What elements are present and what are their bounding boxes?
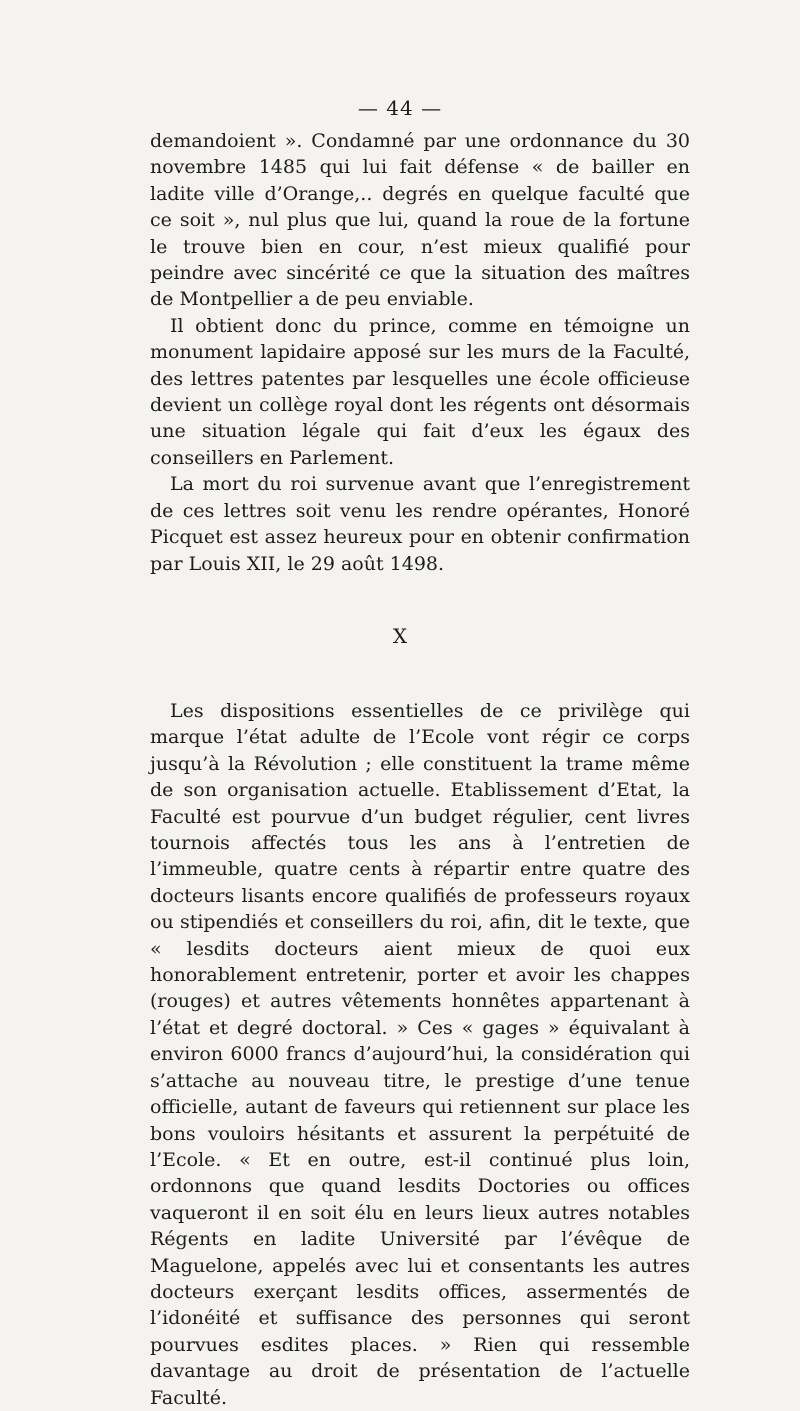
text-block-after-section	[150, 698, 690, 1411]
section-heading: X	[392, 624, 408, 648]
page-number: — 44 —	[357, 96, 443, 120]
paragraph-1: demandoient ». Condamné par une ordonnance du 30 novembre 1485 qui lui fait défense « de bailler en ladite ville d’Orange,.. degrés en quelque faculté que ce soit », nul plus que lui, quand la roue de la fortune le trouve bien en cour, n’est mieux qualifié pour peindre avec sincérité ce que la situation des maîtres de Montpellier a de peu enviable.	[150, 130, 690, 311]
paragraph-2: Il obtient donc du prince, comme en témoigne un monument lapidaire apposé sur les murs de la Faculté, des lettres patentes par lesquelles une école officieuse devient un collège royal dont les régents ont désormais une situation légale qui fait d’eux les égaux des conseillers en Parlement.	[150, 314, 690, 469]
paragraph-4: Les dispositions essentielles de ce privilège qui marque l’état adulte de l’Ecole vont régir ce corps jusqu’à la Révolution ; elle constituent la trame même de son organisation actuelle. Etablissement d’Etat, la Faculté est pourvue d’un budget régulier, cent livres tournois affectés tous les ans à l’entretien de l’immeuble, quatre cents à répartir entre quatre des docteurs lisants encore qualifiés de professeurs royaux ou stipendiés et conseillers du roi, afin, dit le texte, que « lesdits docteurs aient mieux de quoi eux honorablement entretenir, porter et avoir les chappes (rouges) et autres vêtements honnêtes appartenant à l’état et degré doctoral. » Ces « gages » équivalant à environ 6000 francs d’aujourd’hui, la considération qui s’attache au nouveau titre, le prestige d’une tenue officielle, autant de faveurs qui retiennent sur place les bons vouloirs hésitants et assurent la perpétuité de l’Ecole. « Et en outre, est-il continué plus loin, ordonnons que quand lesdits Doctories ou offices vaqueront il en soit élu en leurs lieux autres notables Régents en ladite Université par l’évêque de Maguelone, appelés avec lui et consentants les autres docteurs exerçant lesdits offices, assermentés de l’idonéité et suffisance des personnes qui seront pourvues esdites places. » Rien qui ressemble davantage au droit de présentation de l’actuelle Faculté.	[150, 700, 690, 1409]
text-block-before-section	[150, 128, 690, 577]
paragraph-3: La mort du roi survenue avant que l’enregistrement de ces lettres soit venu les rendre opérantes, Honoré Picquet est assez heureux pour en obtenir confirmation par Louis XII, le 29 août 1498.	[150, 473, 690, 575]
